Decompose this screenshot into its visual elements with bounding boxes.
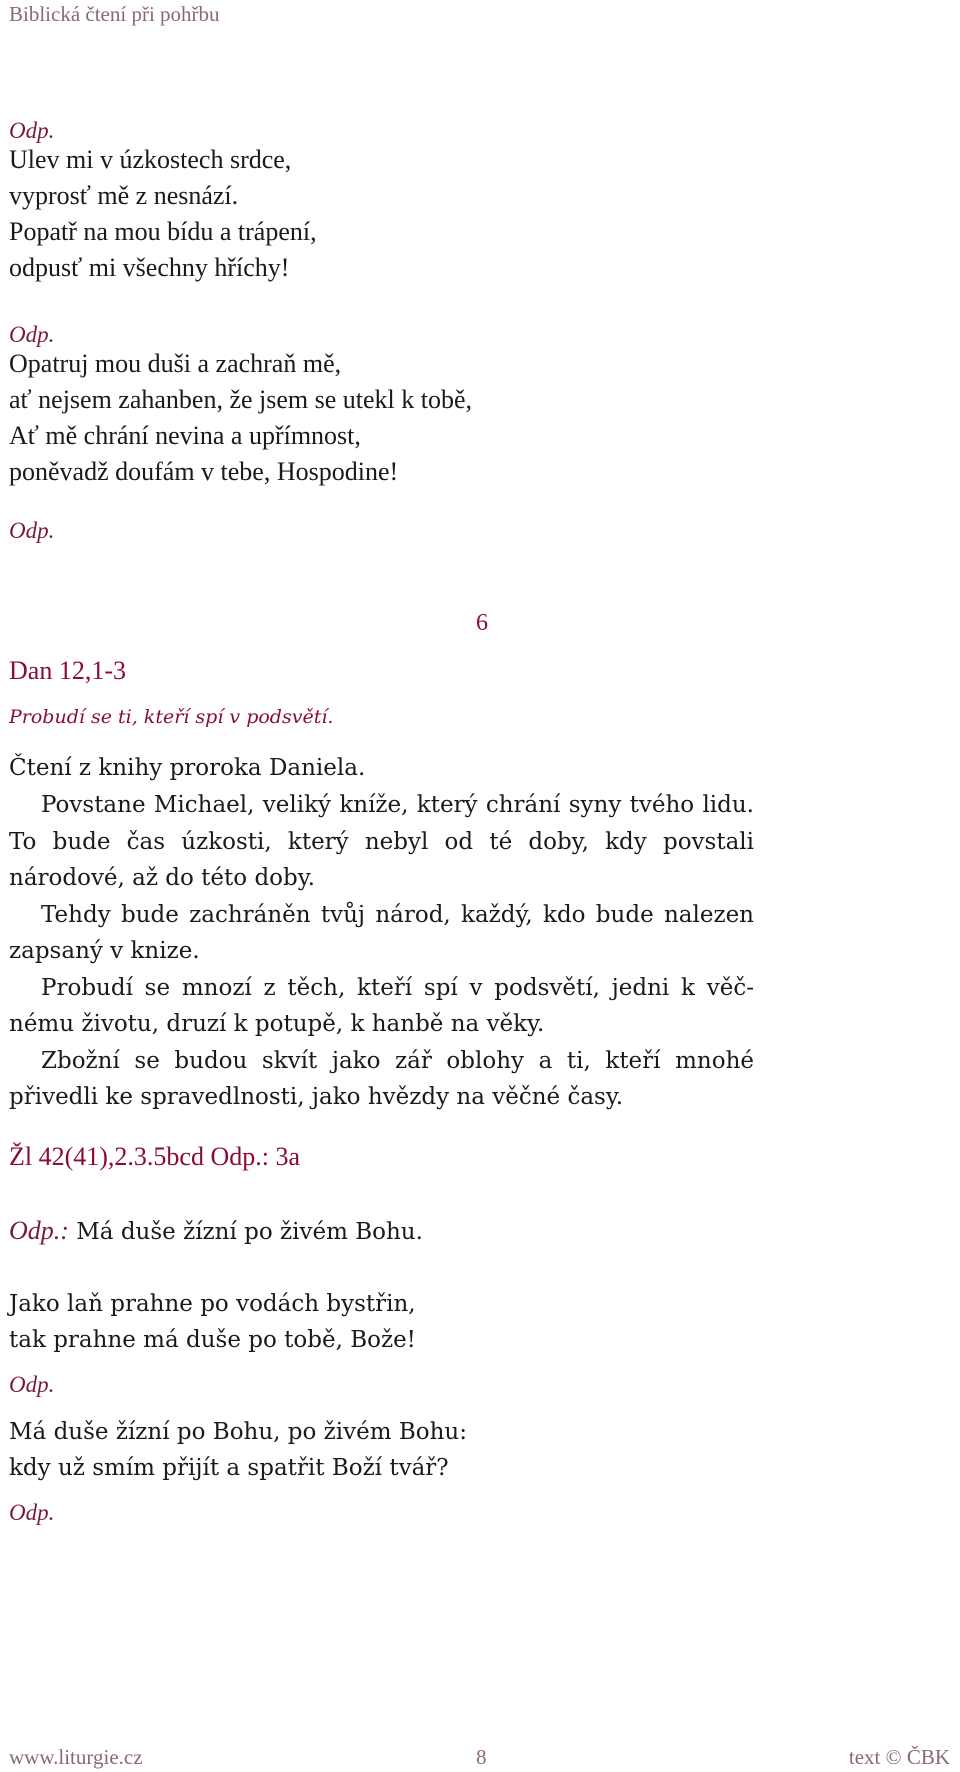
psalm-line: kdy už smím přijít a spatřit Boží tvář?	[9, 1455, 449, 1481]
psalm-line: Popatř na mou bídu a trápení,	[9, 217, 317, 246]
psalm-stanza	[9, 1286, 416, 1358]
psalm-line: tak prahne má duše po tobě, Bože!	[9, 1327, 416, 1353]
footer-website-link[interactable]: www.liturgie.cz	[9, 1745, 143, 1769]
response-label: Odp.	[9, 1500, 55, 1525]
psalm-line: Opatruj mou duši a zachraň mě,	[9, 349, 342, 378]
page-header-title: Biblická čtení při pohřbu	[9, 2, 220, 26]
response-label: Odp.	[9, 1372, 55, 1397]
reading-intro: Čtení z knihy proroka Daniela.	[9, 755, 366, 781]
reading-reference: Dan 12,1-3	[9, 656, 126, 685]
response-label: Odp.	[9, 118, 55, 143]
psalm-stanza	[9, 1414, 467, 1486]
psalm-response	[9, 1216, 423, 1246]
response-label: Odp.	[9, 322, 55, 347]
reading-paragraph: Zbožní se budou skvít jako zář oblohy a ti, kteří mnohé přivedli ke spravedlnosti, jako hvězdy na věčné časy.	[9, 1047, 754, 1110]
psalm-line: vyprosť mě z nesnází.	[9, 181, 239, 210]
response-text: Má duše žízní po živém Bohu.	[68, 1219, 423, 1245]
psalm-reference: Žl 42(41),2.3.5bcd Odp.: 3a	[9, 1142, 301, 1171]
response-prefix: Odp.:	[9, 1216, 69, 1245]
psalm-stanza	[9, 346, 472, 490]
reading-subtitle: Probudí se ti, kteří spí v podsvětí.	[9, 706, 334, 728]
reading-paragraph: Tehdy bude zachráněn tvůj národ, každý, kdo bude nalezen zapsaný v knize.	[9, 901, 754, 964]
reading-body	[9, 750, 754, 1116]
footer-copyright: text © ČBK	[848, 1745, 950, 1769]
reading-paragraph: Povstane Michael, veliký kníže, který chrání syny tvého lidu. To bude čas úzkosti, který nebyl od té doby, kdy povstali národové, až do této doby.	[9, 792, 754, 891]
psalm-line: Ať mě chrání nevina a upřímnost,	[9, 421, 361, 450]
psalm-stanza	[9, 142, 317, 286]
psalm-line: poněvadž doufám v tebe, Hospodine!	[9, 457, 399, 486]
psalm-line: Jako laň prahne po vodách bystřin,	[9, 1291, 416, 1317]
psalm-line: Ulev mi v úzkostech srdce,	[9, 145, 292, 174]
response-label: Odp.	[9, 518, 55, 543]
psalm-line: ať nejsem zahanben, že jsem se utekl k tobě,	[9, 385, 473, 414]
page-marker: 6	[476, 610, 488, 636]
footer-page-number: 8	[476, 1745, 487, 1769]
psalm-line: Má duše žízní po Bohu, po živém Bohu:	[9, 1419, 467, 1445]
psalm-line: odpusť mi všechny hříchy!	[9, 253, 290, 282]
reading-paragraph: Probudí se mnozí z těch, kteří spí v podsvětí, jedni k věčnému životu, druzí k potupě, k hanbě na věky.	[9, 974, 754, 1037]
